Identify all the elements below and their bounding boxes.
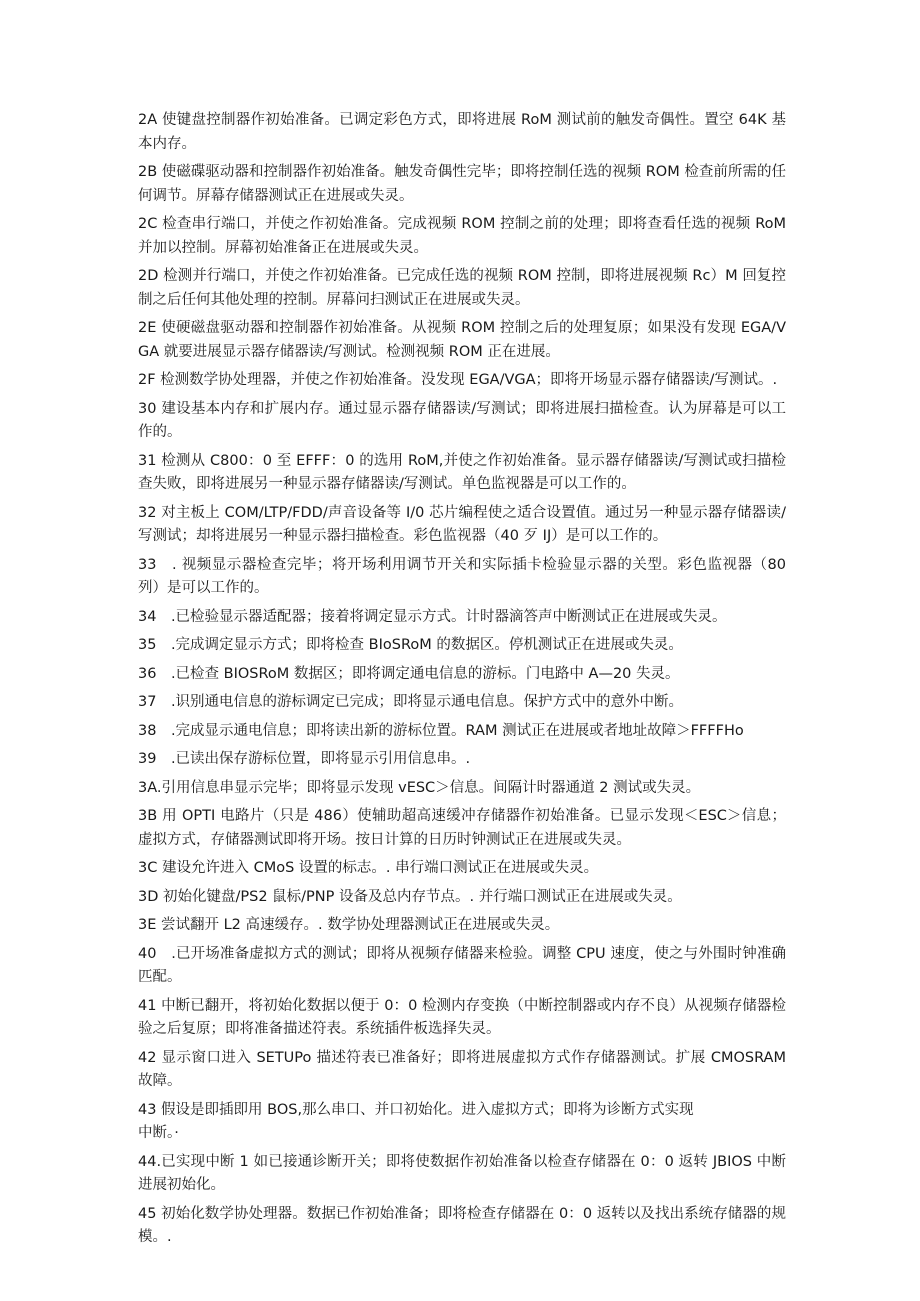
paragraph-34: 34 .已检验显示器适配器；接着将调定显示方式。计时器滴答声中断测试正在进展或失灵。 (138, 608, 727, 625)
paragraph-3e: 3E 尝试翻开 L2 高速缓存。. 数学协处理器测试正在进展或失灵。 (138, 917, 560, 933)
paragraph-38: 38 .完成显示通电信息；即将读出新的游标位置。RAM 测试正在进展或者地址故障＞FFFFHo (138, 722, 744, 739)
paragraph-2a: 2A 使键盘控制器作初始准备。已调定彩色方式，即将进展 RoM 测试前的触发奇偶性。置空 64K 基本内存。 (138, 112, 786, 152)
paragraph-35: 35 .完成调定显示方式；即将检查 BIoSRoM 的数据区。停机测试正在进展或失灵。 (138, 637, 683, 653)
paragraph-39: 39 .已读出保存游标位置，即将显示引用信息串。. (138, 751, 471, 767)
paragraph-3d: 3D 初始化键盘/PS2 鼠标/PNP 设备及总内存节点。. 并行端口测试正在进展或失灵。 (138, 888, 682, 905)
paragraph-36: 36 .已检查 BIOSRoM 数据区；即将调定通电信息的游标。门电路中 A—20 失灵。 (138, 665, 680, 682)
paragraph-30: 30 建设基本内存和扩展内存。通过显示器存储器读/写测试；即将进展扫描检查。认为屏幕是可以工作的。 (138, 400, 786, 440)
paragraph-40: 40 .已开场准备虚拟方式的测试；即将从视频存储器来检验。调整 CPU 速度，使之与外围时钟准确匹配。 (138, 945, 786, 985)
paragraph-3a: 3A.引用信息串显示完毕；即将显示发现 vESC＞信息。间隔计时器通道 2 测试或失灵。 (138, 779, 701, 796)
paragraph-31: 31 检测从 C800：0 至 EFFF：0 的选用 RoM,并使之作初始准备。显示器存储器读/写测试或扫描检查失败，即将进展另一种显示器存储器读/写测试。单色监视器是可以工作的。 (138, 452, 786, 492)
paragraph-2f: 2F 检测数学协处理器，并使之作初始准备。没发现 EGA/VGA；即将开场显示器存储器读/写测试。. (138, 372, 778, 388)
paragraph-37: 37 .识别通电信息的游标调定已完成；即将显示通电信息。保护方式中的意外中断。 (138, 694, 684, 710)
paragraph-2c: 2C 检查串行端口，并使之作初始准备。完成视频 ROM 控制之前的处理；即将查看任选的视频 RoM 并加以控制。屏幕初始准备正在进展或失灵。 (138, 216, 791, 256)
paragraph-32: 32 对主板上 COM/LTP/FDD/声音设备等 I/0 芯片编程使之适合设置值。通过另一种显示器存储器读/写测试；却将进展另一种显示器扫描检查。彩色监视器（40 歹 IJ）是可以工作的。 (138, 504, 786, 544)
paragraph-42: 42 显示窗口进入 SETUPo 描述符表已准备好；即将进展虚拟方式作存储器测试。扩展 CMOSRAM 故障。 (138, 1049, 791, 1089)
paragraph-2b: 2B 使磁碟驱动器和控制器作初始准备。触发奇偶性完毕；即将控制任选的视频 ROM 检查前所需的任何调节。屏幕存储器测试正在进展或失灵。 (138, 164, 786, 204)
paragraph-2d: 2D 检测并行端口，并使之作初始准备。已完成任选的视频 ROM 控制，即将进展视频 Rc）M 回复控制之后任何其他处理的控制。屏幕问扫测试正在进展或失灵。 (138, 268, 786, 308)
paragraph-3c: 3C 建设允许进入 CMoS 设置的标志。. 串行端口测试正在进展或失灵。 (138, 860, 599, 876)
paragraph-41: 41 中断已翻开，将初始化数据以便于 0：0 检测内存变换（中断控制器或内存不良）从视频存储器检验之后复原；即将准备描述符表。系统插件板选择失灵。 (138, 997, 786, 1037)
paragraph-33: 33 . 视频显示器检查完毕；将开场利用调节开关和实际插卡检验显示器的关型。彩色监视器（80 列）是可以工作的。 (138, 556, 791, 596)
document-page (138, 109, 791, 1255)
paragraph-2e: 2E 使硬磁盘驱动器和控制器作初始准备。从视频 ROM 控制之后的处理复原；如果没有发现 EGA/VGA 就要进展显示器存储器读/写测试。检测视频 ROM 正在进展。 (138, 320, 786, 360)
paragraph-44: 44.已实现中断 1 如已接通诊断开关；即将使数据作初始准备以检查存储器在 0：0 返转 JBIOS 中断进展初始化。 (138, 1153, 786, 1193)
paragraph-3b: 3B 用 OPTI 电路片（只是 486）使辅助超高速缓冲存储器作初始准备。已显示发现＜ESC＞信息；虚拟方式，存储器测试即将开场。按日计算的日历时钟测试正在进展或失灵。 (138, 808, 786, 848)
paragraph-43: 43 假设是即插即用 BOS,那么串口、并口初始化。进入虚拟方式；即将为诊断方式实现 中断。· (138, 1101, 694, 1141)
paragraph-45: 45 初始化数学协处理器。数据已作初始准备；即将检查存储器在 0：0 返转以及找出系统存储器的规模。. (138, 1205, 786, 1245)
